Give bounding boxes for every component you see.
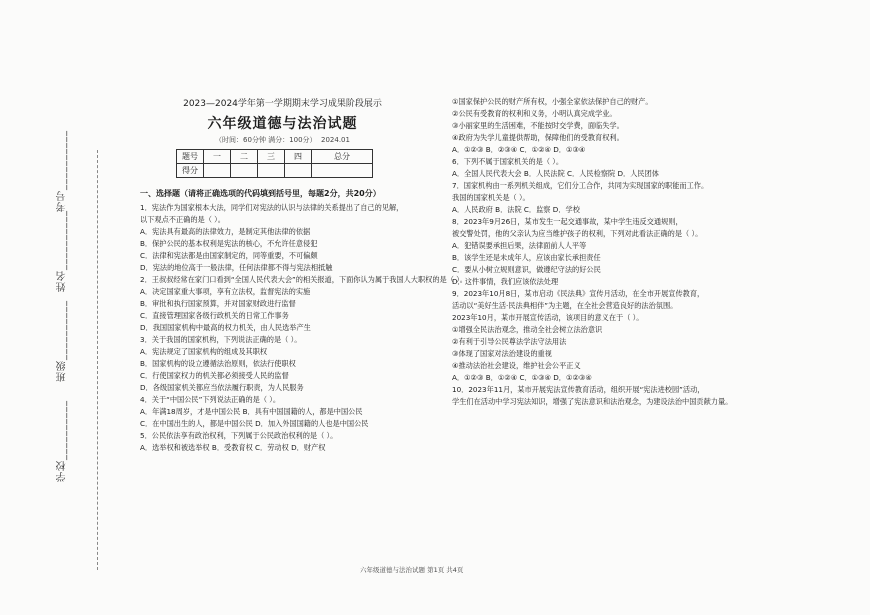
question-line: A．①②③ B．②③④ C．①②④ D．①③④ [452,145,586,154]
question-line: 我国的国家机关是（ ）。 [452,193,530,202]
question-line: A．选举权和被选举权 B．受教育权 C．劳动权 D．财产权 [140,443,326,452]
question-line: B．审批和执行国家预算，并对国家财政进行监督 [140,299,296,308]
question-line: 活动以“美好生活·民法典相伴”为主题，在全社会营造良好的法治氛围。 [452,301,678,310]
exam-title: 六年级道德与法治试题 [207,116,358,132]
question-line: D．各级国家机关都应当依法履行职责，为人民服务 [140,383,304,392]
question-line: 5．公民依法享有政治权利，下列属于公民政治权利的是（ ）。 [140,431,338,440]
question-line: 2023年10月，某市开展宣传活动，该项目的意义在于（ ）。 [452,313,644,322]
question-line: C．行使国家权力的机关都必须接受人民的监督 [140,371,289,380]
question-line: B．该学生还是未成年人，应该由家长承担责任 [452,253,601,262]
score-cell: 一 [204,150,231,164]
question-line: ②有利于引导公民尊法学法守法用法 [452,337,567,346]
page-footer: 六年级道德与法治试题 第1页 共4页 [360,566,464,574]
question-line: ②公民有受教育的权利和义务，小明认真完成学业。 [452,109,617,118]
question-line: A．宪法规定了国家机构的组成及其职权 [140,347,268,356]
school-field: 学校__________ [57,400,68,482]
question-line: A．人民政府 B．法院 C．监察 D．学校 [452,205,580,214]
question-line: B．保护公民的基本权利是宪法的核心，不允许任意侵犯 [140,239,318,248]
question-line: ①国家保护公民的财产所有权，小强全家依法保护自己的财产。 [452,97,653,106]
question-line: ③小丽家里的生活困难，不能按时交学费，面临失学。 [452,121,624,130]
question-line: D．我国国家机构中最高的权力机关，由人民选举产生 [140,323,311,332]
score-cell: 三 [258,150,285,164]
exam-note [140,135,425,145]
name-field: 姓名__________ [57,210,68,292]
left-question-block [140,202,467,454]
left-column [140,96,467,454]
question-line: 9．2023年10月8日，某市启动《民法典》宣传月活动，在全市开展宣传教育， [452,289,705,298]
exam-code: 2024.01 [321,136,350,144]
question-line: 学生们在活动中学习宪法知识，增强了宪法意识和法治观念，为建设法治中国贡献力量。 [452,397,733,406]
question-line: A．年满18周岁，才是中国公民 B．具有中国国籍的人，都是中国公民 [140,407,363,416]
class-field: 班级__________ [57,300,68,382]
score-cell: 得分 [177,164,204,178]
question-line: C．法律和宪法都是由国家制定的，同等重要，不可偏颇 [140,251,318,260]
question-line: 被交警处罚，他的父亲认为应当维护孩子的权利，下列对此看法正确的是（ ）。 [452,229,703,238]
score-table-value-row [177,164,373,178]
question-line: A．①②③ B．①②④ C．①③④ D．①②③④ [452,373,592,382]
score-cell [204,164,231,178]
question-line: D．这件事情，我们应该依法处理 [452,277,559,286]
score-cell [285,164,312,178]
question-line: ①增强全民法治观念，推动全社会树立法治意识 [452,325,603,334]
question-line: 3．关于我国的国家机构，下列说法正确的是（ ）。 [140,335,302,344]
question-line: A．宪法具有最高的法律效力，是制定其他法律的依据 [140,227,311,236]
score-table [176,149,373,178]
exam-term: 2023—2024学年第一学期期末学习成果阶段展示 [183,99,382,109]
question-line: 4．关于“中国公民”下列说法正确的是（ ）。 [140,395,281,404]
question-line: ④政府为失学儿童提供帮助，保障他们的受教育权利。 [452,133,624,142]
question-line: C．直接管理国家各级行政机关的日常工作事务 [140,311,289,320]
question-line: 2．王叔叔经常在家门口看到“全国人民代表大会”的相关报道，下面你认为属于我国人大职权的是（ ）。 [140,275,467,284]
number-field: 考号__________ [57,130,68,212]
question-line: ④推动法治社会建设，维护社会公平正义 [452,361,581,370]
score-cell: 二 [231,150,258,164]
question-line: 以下观点不正确的是（ ）。 [140,215,225,224]
question-line: 10．2023年11月，某市开展宪法宣传教育活动，组织开展“宪法进校园”活动， [452,385,705,394]
score-cell: 四 [285,150,312,164]
question-line: A．决定国家重大事项，享有立法权，监督宪法的实施 [140,287,311,296]
question-line: C．在中国出生的人，都是中国公民 D．加入外国国籍的人也是中国公民 [140,419,369,428]
question-line: A．犯错误要承担后果，法律面前人人平等 [452,241,587,250]
score-cell: 总分 [312,150,373,164]
question-line: D．宪法的地位高于一般法律，任何法律都不得与宪法相抵触 [140,263,333,272]
section-heading: 一、选择题（请将正确选项的代码填到括号里，每题2分，共20分） [140,189,381,198]
binding-margin [55,130,115,570]
score-cell [231,164,258,178]
question-line: 6．下列不属于国家机关的是（ ）。 [452,157,564,166]
question-line: ③体现了国家对法治建设的重视 [452,349,552,358]
question-line: 1．宪法作为国家根本大法，同学们对宪法的认识与法律的关系提出了自己的见解， [140,203,404,212]
score-cell [312,164,373,178]
question-line: 8．2023年9月26日，某市发生一起交通事故，某中学生违反交通规则， [452,217,683,226]
score-table-header-row [177,150,373,164]
right-column [452,96,737,408]
question-line: 7．国家机构由一系列机关组成，它们分工合作，共同为实现国家的职能而工作。 [452,181,709,190]
exam-time-note: （时间：60分钟 满分：100分） [215,136,317,144]
score-cell [258,164,285,178]
score-cell: 题号 [177,150,204,164]
question-line: C．要从小树立规则意识，做遵纪守法的好公民 [452,265,601,274]
question-line: B．国家机构的设立遵循法治原则，依法行使职权 [140,359,296,368]
question-line: A．全国人民代表大会 B．人民法院 C．人民检察院 D．人民团体 [452,169,659,178]
fold-line [97,150,98,570]
